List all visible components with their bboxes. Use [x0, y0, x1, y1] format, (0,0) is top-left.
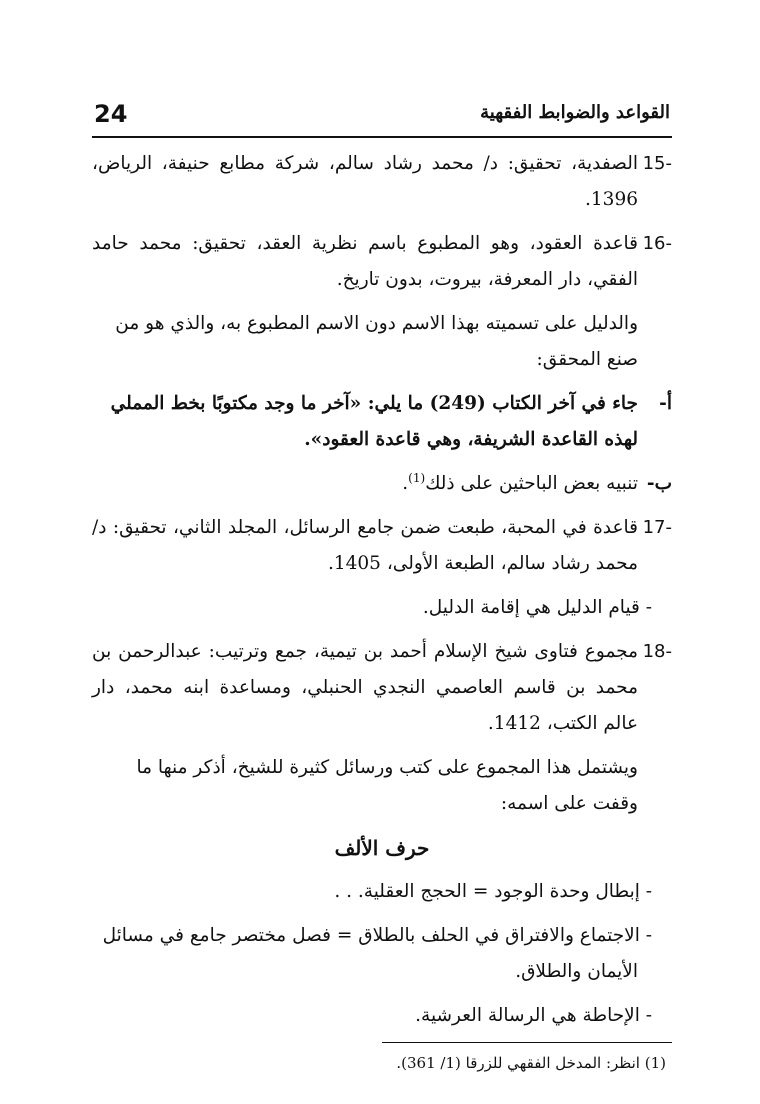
evidence-prefix: جاء في آخر الكتاب (249) ما يلي:: [361, 393, 638, 414]
footnote-text: انظر: المدخل الفقهي للزرقا (1/ 361).: [396, 1054, 640, 1072]
book-page: [92, 96, 672, 1075]
entry-text: قاعدة العقود، وهو المطبوع باسم نظرية العقد، تحقيق: محمد حامد الفقي، دار المعرفة، بيروت، بدون تاريخ.: [92, 233, 638, 290]
entry-number: 16-: [642, 233, 672, 254]
entry-number: 15-: [642, 153, 672, 174]
evidence-item-b: [92, 466, 672, 502]
note-item: - قيام الدليل هي إقامة الدليل.: [422, 597, 652, 618]
section-heading: حرف الألف: [334, 836, 430, 860]
evidence-item-a: [92, 386, 672, 458]
item-letter: ب-: [646, 473, 672, 494]
page-header: [92, 96, 672, 138]
running-title: القواعد والضوابط الفقهية: [480, 102, 670, 123]
entry-text: الصفدية، تحقيق: د/ محمد رشاد سالم، شركة مطابع حنيفة، الرياض، 1396.: [92, 153, 638, 210]
evidence-text: تنبيه بعض الباحثين على ذلك: [425, 473, 638, 494]
footnote-divider: [382, 1042, 672, 1043]
entry-number: 17-: [642, 517, 672, 538]
entry-text: قاعدة في المحبة، طبعت ضمن جامع الرسائل، المجلد الثاني، تحقيق: د/ محمد رشاد سالم، الطبعة الأولى، 1405.: [92, 517, 638, 574]
page-number: 24: [94, 100, 128, 128]
list-item: - إبطال وحدة الوجود = الحجج العقلية. . .: [334, 881, 652, 902]
footnote-reference[interactable]: (1): [408, 470, 426, 485]
bibliography-entry-18: [92, 634, 672, 742]
evidence-end: .: [402, 473, 409, 494]
bibliography-entry-17: [92, 510, 672, 582]
list-item: - الإحاطة هي الرسالة العرشية.: [415, 1005, 652, 1026]
bibliography-entry-16: [92, 226, 672, 298]
entry-text: مجموع فتاوى شيخ الإسلام أحمد بن تيمية، جمع وترتيب: عبدالرحمن بن محمد بن قاسم العاصمي النجدي الحنبلي، ومساعدة ابنه محمد، دار عالم الكتب، 1412.: [92, 641, 638, 734]
bibliography-entry-15: [92, 146, 672, 218]
item-letter: أ-: [659, 393, 672, 414]
page-body: [92, 138, 672, 1075]
footnote-mark: (1): [644, 1054, 666, 1072]
evidence-quote: «آخر ما وجد مكتوبًا بخط المملي لهذه القاعدة الشريفة، وهي قاعدة العقود».: [110, 393, 638, 450]
list-item: - الاجتماع والافتراق في الحلف بالطلاق = فصل مختصر جامع في مسائل الأيمان والطلاق.: [102, 925, 652, 982]
collection-paragraph: ويشتمل هذا المجموع على كتب ورسائل كثيرة للشيخ، أذكر منها ما وقفت على اسمه:: [136, 757, 638, 814]
entry-number: 18-: [642, 641, 672, 662]
footnote: [92, 1051, 672, 1075]
evidence-paragraph: والدليل على تسميته بهذا الاسم دون الاسم المطبوع به، والذي هو من صنع المحقق:: [115, 313, 638, 370]
